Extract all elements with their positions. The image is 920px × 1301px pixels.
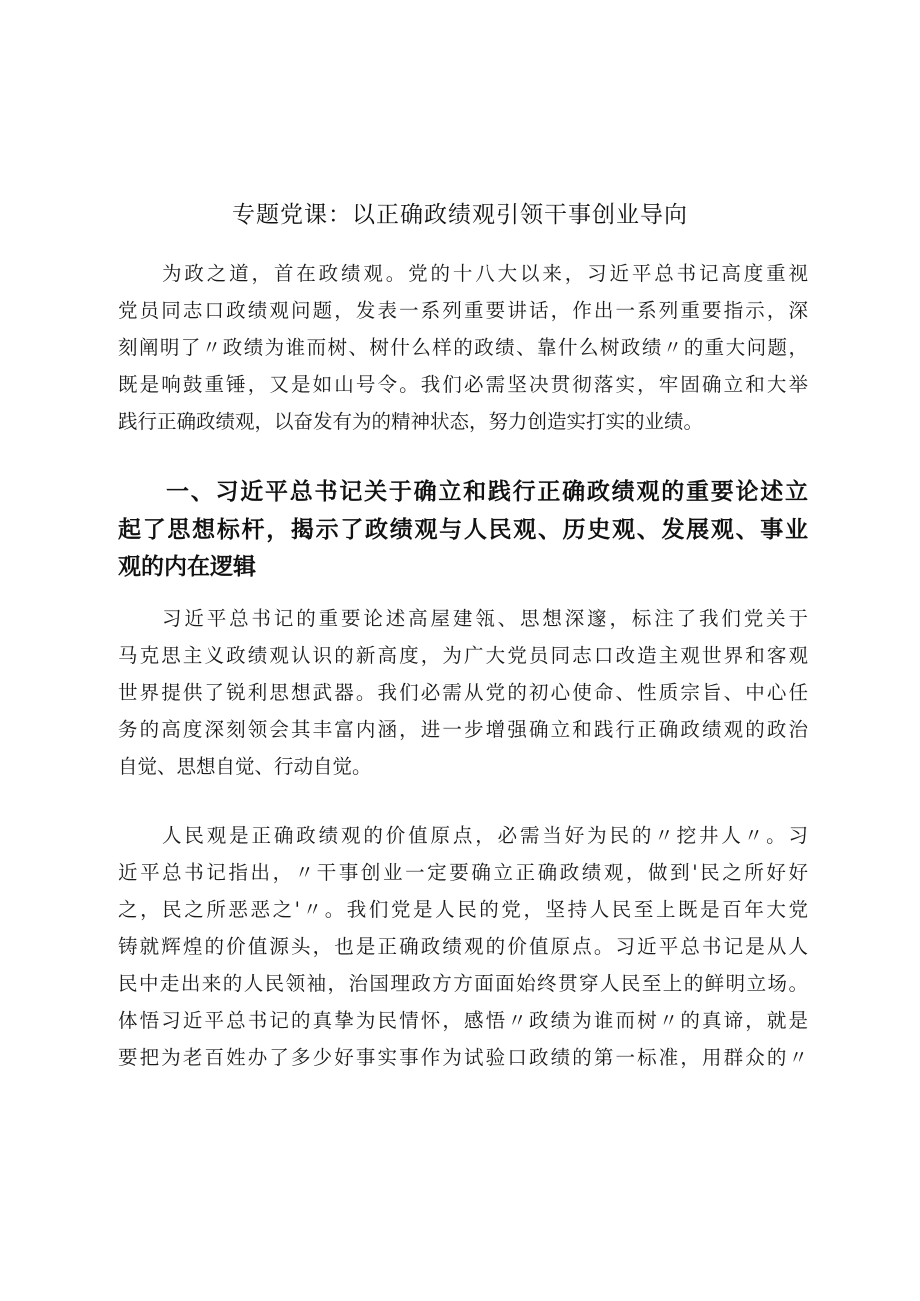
paragraph-line: 刻阐明了〃政绩为谁而树、树什么样的政绩、靠什么树政绩〃的重大问题， <box>118 336 808 359</box>
paragraph-line: 要把为老百姓办了多少好事实事作为试验口政绩的第一标准，用群众的〃 <box>118 1046 808 1069</box>
heading-line: 观的内在逻辑 <box>118 554 256 580</box>
section-heading-1 <box>118 474 808 587</box>
paragraph-line: 务的高度深刻领会其丰富内涵，进一步增强确立和践行正确政绩观的政治 <box>118 718 808 741</box>
paragraph-line: 近平总书记指出，〃干事创业一定要确立正确政绩观，做到'民之所好好 <box>118 861 808 884</box>
paragraph-line: 践行正确政绩观，以奋发有为的精神状态，努力创造实打实的业绩。 <box>118 410 704 433</box>
paragraph-line: 自觉、思想自觉、行动自觉。 <box>118 755 372 778</box>
paragraph-line: 之，民之所恶恶之'〃。我们党是人民的党，坚持人民至上既是百年大党 <box>118 898 808 921</box>
paragraph-line: 铸就辉煌的价值源头，也是正确政绩观的价值原点。习近平总书记是从人 <box>118 935 808 958</box>
paragraph-discourse <box>118 600 808 785</box>
document-title: 专题党课：以正确政绩观引领干事创业导向 <box>232 202 688 228</box>
paragraph-intro <box>118 255 808 440</box>
paragraph-line: 世界提供了锐利思想武器。我们必需从党的初心使命、性质宗旨、中心任 <box>118 681 808 704</box>
paragraph-line: 既是响鼓重锤，又是如山号令。我们必需坚决贯彻落实，牢固确立和大举 <box>118 373 808 396</box>
paragraph-line: 民中走出来的人民领袖，治国理政方方面面始终贯穿人民至上的鲜明立场。 <box>118 972 808 995</box>
paragraph-line: 人民观是正确政绩观的价值原点，必需当好为民的〃挖井人〃。习 <box>162 824 808 847</box>
paragraph-line: 习近平总书记的重要论述高屋建瓴、思想深邃，标注了我们党关于 <box>162 607 808 630</box>
paragraph-line: 党员同志口政绩观问题，发表一系列重要讲话，作出一系列重要指示，深 <box>118 299 808 322</box>
heading-line: 起了思想标杆，揭示了政绩观与人民观、历史观、发展观、事业 <box>118 516 808 543</box>
paragraph-line: 为政之道，首在政绩观。党的十八大以来，习近平总书记高度重视 <box>162 262 808 285</box>
paragraph-line: 体悟习近平总书记的真挚为民情怀，感悟〃政绩为谁而树〃的真谛，就是 <box>118 1009 808 1032</box>
paragraph-people-view <box>118 817 808 1076</box>
heading-line: 一、习近平总书记关于确立和践行正确政绩观的重要论述立 <box>166 479 808 505</box>
paragraph-line: 马克思主义政绩观认识的新高度，为广大党员同志口改造主观世界和客观 <box>118 644 808 667</box>
